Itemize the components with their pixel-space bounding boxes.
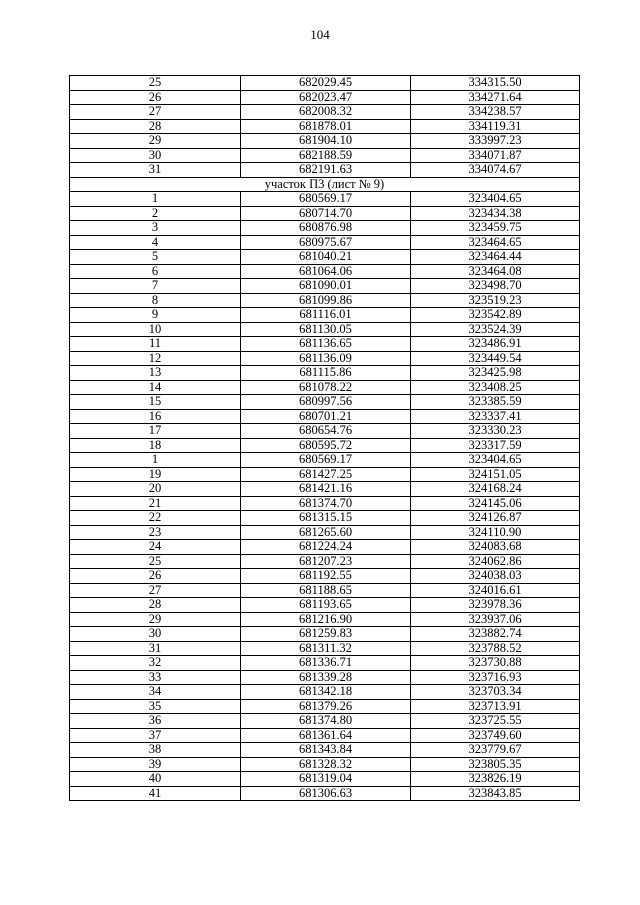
x-coordinate-cell: 680654.76	[241, 424, 411, 439]
table-row	[70, 612, 580, 627]
x-coordinate-cell: 681078.22	[241, 380, 411, 395]
y-coordinate-cell: 324151.05	[411, 467, 580, 482]
y-coordinate-cell: 324168.24	[411, 482, 580, 497]
table-row	[70, 322, 580, 337]
x-coordinate-cell: 682029.45	[241, 76, 411, 91]
y-coordinate-cell: 323524.39	[411, 322, 580, 337]
table-row	[70, 424, 580, 439]
table-row	[70, 148, 580, 163]
point-number-cell: 22	[70, 511, 241, 526]
table-row	[70, 757, 580, 772]
y-coordinate-cell: 323703.34	[411, 685, 580, 700]
y-coordinate-cell: 334315.50	[411, 76, 580, 91]
table-row	[70, 192, 580, 207]
y-coordinate-cell: 323519.23	[411, 293, 580, 308]
table-row	[70, 235, 580, 250]
y-coordinate-cell: 323317.59	[411, 438, 580, 453]
point-number-cell: 6	[70, 264, 241, 279]
y-coordinate-cell: 324126.87	[411, 511, 580, 526]
y-coordinate-cell: 323843.85	[411, 786, 580, 801]
y-coordinate-cell: 323408.25	[411, 380, 580, 395]
point-number-cell: 16	[70, 409, 241, 424]
point-number-cell: 23	[70, 525, 241, 540]
y-coordinate-cell: 323730.88	[411, 656, 580, 671]
y-coordinate-cell: 324038.03	[411, 569, 580, 584]
table-row	[70, 482, 580, 497]
table-row	[70, 540, 580, 555]
x-coordinate-cell: 681188.65	[241, 583, 411, 598]
table-row	[70, 699, 580, 714]
point-number-cell: 21	[70, 496, 241, 511]
point-number-cell: 32	[70, 656, 241, 671]
x-coordinate-cell: 680569.17	[241, 192, 411, 207]
point-number-cell: 31	[70, 163, 241, 178]
page-number: 104	[310, 27, 330, 42]
y-coordinate-cell: 324062.86	[411, 554, 580, 569]
x-coordinate-cell: 681427.25	[241, 467, 411, 482]
coordinates-table-body	[70, 76, 580, 801]
table-row	[70, 728, 580, 743]
table-row	[70, 670, 580, 685]
point-number-cell: 9	[70, 308, 241, 323]
point-number-cell: 7	[70, 279, 241, 294]
y-coordinate-cell: 323788.52	[411, 641, 580, 656]
point-number-cell: 29	[70, 612, 241, 627]
table-row	[70, 641, 580, 656]
x-coordinate-cell: 681265.60	[241, 525, 411, 540]
y-coordinate-cell: 323464.44	[411, 250, 580, 265]
y-coordinate-cell: 323459.75	[411, 221, 580, 236]
table-row	[70, 395, 580, 410]
x-coordinate-cell: 681374.70	[241, 496, 411, 511]
point-number-cell: 18	[70, 438, 241, 453]
point-number-cell: 1	[70, 192, 241, 207]
x-coordinate-cell: 682191.63	[241, 163, 411, 178]
table-row	[70, 656, 580, 671]
x-coordinate-cell: 681064.06	[241, 264, 411, 279]
y-coordinate-cell: 323498.70	[411, 279, 580, 294]
y-coordinate-cell: 333997.23	[411, 134, 580, 149]
x-coordinate-cell: 681339.28	[241, 670, 411, 685]
table-row	[70, 221, 580, 236]
point-number-cell: 10	[70, 322, 241, 337]
x-coordinate-cell: 680975.67	[241, 235, 411, 250]
section-header-label: участок П3 (лист № 9)	[70, 177, 580, 192]
x-coordinate-cell: 681328.32	[241, 757, 411, 772]
x-coordinate-cell: 681878.01	[241, 119, 411, 134]
y-coordinate-cell: 323779.67	[411, 743, 580, 758]
point-number-cell: 29	[70, 134, 241, 149]
point-number-cell: 38	[70, 743, 241, 758]
y-coordinate-cell: 334238.57	[411, 105, 580, 120]
x-coordinate-cell: 681259.83	[241, 627, 411, 642]
point-number-cell: 12	[70, 351, 241, 366]
y-coordinate-cell: 324083.68	[411, 540, 580, 555]
y-coordinate-cell: 323330.23	[411, 424, 580, 439]
x-coordinate-cell: 681342.18	[241, 685, 411, 700]
x-coordinate-cell: 681207.23	[241, 554, 411, 569]
point-number-cell: 15	[70, 395, 241, 410]
point-number-cell: 36	[70, 714, 241, 729]
table-row	[70, 105, 580, 120]
point-number-cell: 17	[70, 424, 241, 439]
y-coordinate-cell: 334271.64	[411, 90, 580, 105]
table-row	[70, 264, 580, 279]
point-number-cell: 26	[70, 569, 241, 584]
x-coordinate-cell: 681315.15	[241, 511, 411, 526]
point-number-cell: 27	[70, 105, 241, 120]
y-coordinate-cell: 323749.60	[411, 728, 580, 743]
y-coordinate-cell: 323805.35	[411, 757, 580, 772]
point-number-cell: 24	[70, 540, 241, 555]
x-coordinate-cell: 681130.05	[241, 322, 411, 337]
x-coordinate-cell: 681343.84	[241, 743, 411, 758]
y-coordinate-cell: 323385.59	[411, 395, 580, 410]
x-coordinate-cell: 682008.32	[241, 105, 411, 120]
table-row	[70, 511, 580, 526]
table-row	[70, 453, 580, 468]
y-coordinate-cell: 323826.19	[411, 772, 580, 787]
table-row	[70, 743, 580, 758]
x-coordinate-cell: 681319.04	[241, 772, 411, 787]
y-coordinate-cell: 323434.38	[411, 206, 580, 221]
table-row	[70, 134, 580, 149]
point-number-cell: 4	[70, 235, 241, 250]
table-row	[70, 714, 580, 729]
point-number-cell: 30	[70, 627, 241, 642]
x-coordinate-cell: 681311.32	[241, 641, 411, 656]
table-row	[70, 496, 580, 511]
x-coordinate-cell: 680876.98	[241, 221, 411, 236]
x-coordinate-cell: 681192.55	[241, 569, 411, 584]
table-row	[70, 293, 580, 308]
point-number-cell: 28	[70, 598, 241, 613]
table-row	[70, 409, 580, 424]
point-number-cell: 31	[70, 641, 241, 656]
y-coordinate-cell: 323486.91	[411, 337, 580, 352]
x-coordinate-cell: 681115.86	[241, 366, 411, 381]
table-row	[70, 119, 580, 134]
y-coordinate-cell: 324145.06	[411, 496, 580, 511]
x-coordinate-cell: 681193.65	[241, 598, 411, 613]
table-row	[70, 90, 580, 105]
x-coordinate-cell: 681904.10	[241, 134, 411, 149]
point-number-cell: 28	[70, 119, 241, 134]
table-row	[70, 772, 580, 787]
point-number-cell: 26	[70, 90, 241, 105]
y-coordinate-cell: 323404.65	[411, 192, 580, 207]
table-row	[70, 351, 580, 366]
table-row	[70, 583, 580, 598]
point-number-cell: 20	[70, 482, 241, 497]
table-row	[70, 598, 580, 613]
table-row	[70, 250, 580, 265]
x-coordinate-cell: 681379.26	[241, 699, 411, 714]
y-coordinate-cell: 323978.36	[411, 598, 580, 613]
y-coordinate-cell: 323937.06	[411, 612, 580, 627]
coordinates-table	[69, 75, 580, 801]
y-coordinate-cell: 323882.74	[411, 627, 580, 642]
table-row	[70, 206, 580, 221]
point-number-cell: 25	[70, 554, 241, 569]
x-coordinate-cell: 681136.09	[241, 351, 411, 366]
table-row	[70, 554, 580, 569]
table-row	[70, 366, 580, 381]
x-coordinate-cell: 680701.21	[241, 409, 411, 424]
x-coordinate-cell: 681040.21	[241, 250, 411, 265]
x-coordinate-cell: 681336.71	[241, 656, 411, 671]
point-number-cell: 5	[70, 250, 241, 265]
table-row	[70, 279, 580, 294]
point-number-cell: 1	[70, 453, 241, 468]
point-number-cell: 33	[70, 670, 241, 685]
section-header-row	[70, 177, 580, 192]
point-number-cell: 40	[70, 772, 241, 787]
point-number-cell: 8	[70, 293, 241, 308]
point-number-cell: 3	[70, 221, 241, 236]
point-number-cell: 37	[70, 728, 241, 743]
point-number-cell: 30	[70, 148, 241, 163]
y-coordinate-cell: 334071.87	[411, 148, 580, 163]
y-coordinate-cell: 334074.67	[411, 163, 580, 178]
point-number-cell: 41	[70, 786, 241, 801]
y-coordinate-cell: 323542.89	[411, 308, 580, 323]
x-coordinate-cell: 681306.63	[241, 786, 411, 801]
y-coordinate-cell: 323464.65	[411, 235, 580, 250]
x-coordinate-cell: 680714.70	[241, 206, 411, 221]
point-number-cell: 39	[70, 757, 241, 772]
y-coordinate-cell: 323725.55	[411, 714, 580, 729]
x-coordinate-cell: 682023.47	[241, 90, 411, 105]
x-coordinate-cell: 680569.17	[241, 453, 411, 468]
x-coordinate-cell: 681216.90	[241, 612, 411, 627]
y-coordinate-cell: 323425.98	[411, 366, 580, 381]
point-number-cell: 25	[70, 76, 241, 91]
table-row	[70, 627, 580, 642]
y-coordinate-cell: 324016.61	[411, 583, 580, 598]
x-coordinate-cell: 681421.16	[241, 482, 411, 497]
x-coordinate-cell: 680595.72	[241, 438, 411, 453]
x-coordinate-cell: 681090.01	[241, 279, 411, 294]
y-coordinate-cell: 323449.54	[411, 351, 580, 366]
x-coordinate-cell: 681374.80	[241, 714, 411, 729]
y-coordinate-cell: 323337.41	[411, 409, 580, 424]
point-number-cell: 27	[70, 583, 241, 598]
y-coordinate-cell: 323404.65	[411, 453, 580, 468]
table-row	[70, 786, 580, 801]
point-number-cell: 19	[70, 467, 241, 482]
y-coordinate-cell: 323716.93	[411, 670, 580, 685]
point-number-cell: 13	[70, 366, 241, 381]
point-number-cell: 34	[70, 685, 241, 700]
x-coordinate-cell: 681224.24	[241, 540, 411, 555]
point-number-cell: 11	[70, 337, 241, 352]
table-row	[70, 163, 580, 178]
point-number-cell: 14	[70, 380, 241, 395]
table-row	[70, 308, 580, 323]
y-coordinate-cell: 324110.90	[411, 525, 580, 540]
y-coordinate-cell: 323713.91	[411, 699, 580, 714]
table-row	[70, 438, 580, 453]
table-row	[70, 380, 580, 395]
x-coordinate-cell: 682188.59	[241, 148, 411, 163]
x-coordinate-cell: 681361.64	[241, 728, 411, 743]
table-row	[70, 76, 580, 91]
x-coordinate-cell: 681136.65	[241, 337, 411, 352]
x-coordinate-cell: 680997.56	[241, 395, 411, 410]
x-coordinate-cell: 681116.01	[241, 308, 411, 323]
table-row	[70, 569, 580, 584]
y-coordinate-cell: 323464.08	[411, 264, 580, 279]
table-row	[70, 337, 580, 352]
table-row	[70, 467, 580, 482]
table-row	[70, 685, 580, 700]
table-row	[70, 525, 580, 540]
y-coordinate-cell: 334119.31	[411, 119, 580, 134]
point-number-cell: 35	[70, 699, 241, 714]
point-number-cell: 2	[70, 206, 241, 221]
x-coordinate-cell: 681099.86	[241, 293, 411, 308]
